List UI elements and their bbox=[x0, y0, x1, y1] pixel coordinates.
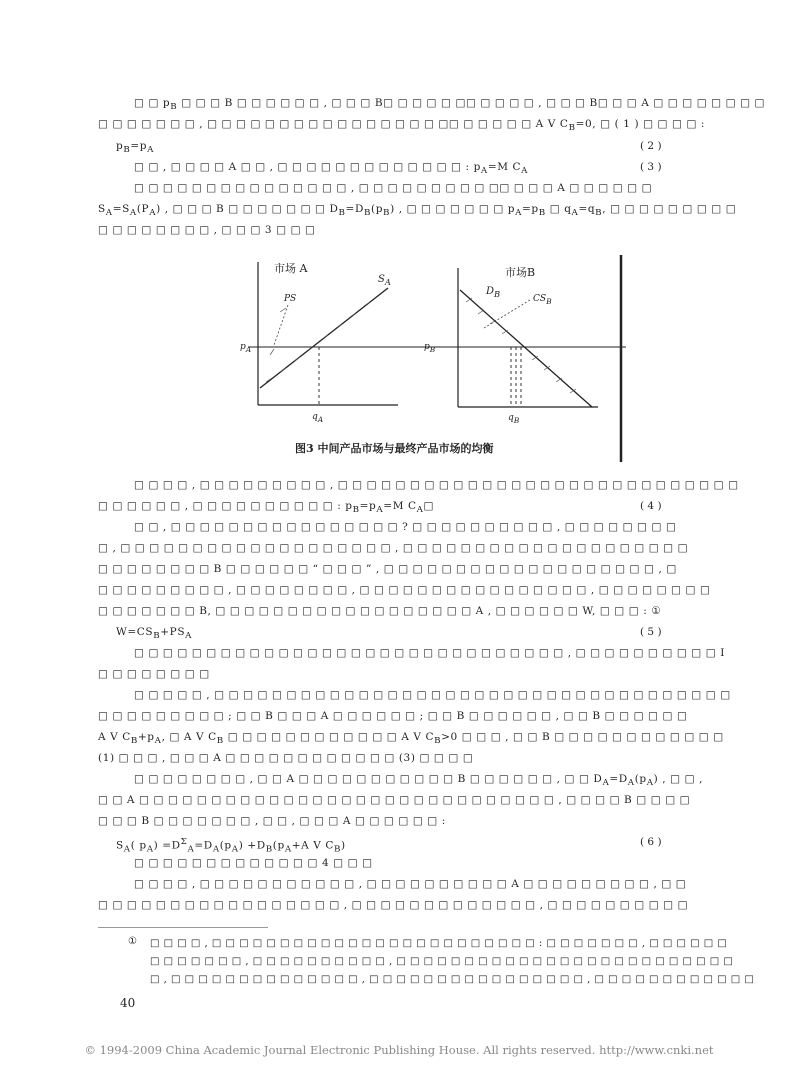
right-panel-title: 市场B bbox=[505, 266, 536, 279]
text-line: □ □ □ □ □ □ □ □ , □ □ A □ □ □ □ □ □ □ □ □ □ □ B □ □ □ □ □ □ , □ □ $D_A=D_A(p_A)$ , □ □ , bbox=[134, 773, 704, 789]
figure-caption: 图3 中间产品市场与最终产品市场的均衡 bbox=[295, 442, 494, 455]
text-line: □ □ □ □ □ □ □ □ □ □ □ □ □ 4 □ □ □ bbox=[134, 857, 373, 869]
text-line: A V $C_B+p_A$, □ A V $C_B$ □ □ □ □ □ □ □ □ □ □ □ □ A V $C_B>0$ □ □ □ , □ □ B □ □ □ □ □ □ □ □ □ □ □ □ bbox=[98, 731, 724, 747]
equation-number: ( 3 ) bbox=[640, 161, 662, 173]
text-line: □ □ □ □ , □ □ □ □ □ □ □ □ □ , □ □ □ □ □ □ □ □ □ □ □ □ □ □ □ □ □ □ □ □ □ □ □ □ □ □ □ □ bbox=[134, 479, 739, 491]
figure-diagram bbox=[240, 250, 626, 464]
text-line: □ □ □ □ □ □ □ □ □ □ □ □ □ □ □ □ □ , □ □ □ □ □ □ □ □ □ □ □ □ □ , □ □ □ □ □ □ □ □ □ □ bbox=[98, 899, 689, 911]
demand-curve bbox=[460, 290, 592, 407]
copyright-notice: © 1994-2009 China Academic Journal Electronic Publishing House. All rights reserved. http://www.cnki.net bbox=[84, 1043, 714, 1057]
text-line: □ □ □ □ □ , □ □ □ □ □ □ □ □ □ □ □ □ □ □ □ □ □ □ □ □ □ □ □ □ □ □ □ □ □ □ □ □ □ □ □ □ bbox=[134, 689, 731, 701]
text-line: □ □ □ B □ □ □ □ □ □ □ , □ □ , □ □ □ A □ □ □ □ □ □ : bbox=[98, 815, 446, 827]
footnote-line: □ , □ □ □ □ □ □ □ □ □ □ □ □ □ □ , □ □ □ □ □ □ □ □ □ □ □ □ □ □ □ □ , □ □ □ □ □ □ □ □ □ □ □ □ bbox=[150, 974, 755, 985]
label-p-a: $p_A$ bbox=[240, 342, 252, 354]
text-line: □ □ □ □ □ □ □ □ □ , □ □ □ □ □ □ □ □ , □ □ □ □ □ □ □ □ □ □ □ □ □ □ □ □ , □ □ □ □ □ □ □ □ bbox=[98, 584, 711, 596]
equation-text: $W=CS_B+PS_A$ bbox=[116, 626, 193, 642]
text-line: □ □ □ □ □ □ □ □ bbox=[98, 668, 210, 680]
equation-text: $S_A$( $p_A) =D^\Sigma_A=D_A(p_A) +D_B(p_A+A$ V $C_B$) bbox=[116, 837, 346, 855]
equation-number: ( 6 ) bbox=[640, 836, 662, 848]
equation-number: ( 4 ) bbox=[640, 500, 662, 512]
label-p-b: $p_B$ bbox=[424, 342, 436, 354]
text-line: □ □ □ □ , □ □ □ □ □ □ □ □ □ □ □ , □ □ □ □ □ □ □ □ □ □ A □ □ □ □ □ □ □ □ □ , □ □ bbox=[134, 878, 687, 890]
label-q-b: $q_B$ bbox=[508, 413, 520, 425]
text-line: □ , □ □ □ □ □ □ □ □ □ □ □ □ □ □ □ □ □ □ □ , □ □ □ □ □ □ □ □ □ □ □ □ □ □ □ □ □ □ □ □ bbox=[98, 542, 689, 554]
text-line: □ □ □ □ □ □ , □ □ □ □ □ □ □ □ □ □ : $p_B=p_A=M$ $C_A□$ bbox=[98, 500, 435, 516]
text-line: □ □ □ □ □ □ □ □ □ □ □ □ □ □ □ , □ □ □ □ □ □ □ □ □ □□ □ □ □ A □ □ □ □ □ □ bbox=[134, 182, 653, 194]
footnote-marker: ① bbox=[128, 936, 137, 947]
label-q-a: $q_A$ bbox=[312, 412, 324, 424]
equation-number: ( 5 ) bbox=[640, 626, 662, 638]
cs-leader bbox=[484, 300, 530, 328]
page-number: 40 bbox=[120, 996, 136, 1010]
text-line: □ □ □ □ □ □ □ □ B □ □ □ □ □ □ “ □ □ □ ” , □ □ □ □ □ □ □ □ □ □ □ □ □ □ □ □ □ □ □ , □ bbox=[98, 563, 677, 575]
footnote-line: □ □ □ □ , □ □ □ □ □ □ □ □ □ □ □ □ □ □ □ □ □ □ □ □ □ □ □ □ : □ □ □ □ □ □ □ , □ □ □ □ □ □ bbox=[150, 938, 728, 949]
left-panel-title: 市场 A bbox=[274, 262, 308, 275]
text-line: (1) □ □ □ , □ □ □ A □ □ □ □ □ □ □ □ □ □ □ □ (3) □ □ □ □ bbox=[98, 752, 474, 764]
figure-3 bbox=[240, 250, 626, 464]
label-cs-b: $CS_B$ bbox=[533, 294, 552, 306]
footnote-line: □ □ □ □ □ □ □ , □ □ □ □ □ □ □ □ □ □ , □ □ □ □ □ □ □ □ □ □ □ □ □ □ □ □ □ □ □ □ □ □ □ □ □ bbox=[150, 956, 734, 967]
text-line: $S_A=S_A(P_A)$ , □ □ □ B □ □ □ □ □ □ □ $D_B=D_B(p_B)$ , □ □ □ □ □ □ □ $p_A=p_B$ □ $q_A=q_B$, □ □ □ □ □ □ □ □ □ bbox=[98, 203, 737, 219]
equation-number: ( 2 ) bbox=[640, 140, 662, 152]
footnote-rule bbox=[98, 927, 268, 928]
equation-text: $p_B=p_A$ bbox=[116, 140, 155, 156]
text-line: □ □ □ □ □ □ □ , □ □ □ □ □ □ □ □ □ □ □ □ □ □ □ □ □□ □ □ □ □ □ A V $C_B=0$, □ ( 1 ) □ □ □ □ : bbox=[98, 118, 706, 134]
text-line: □ □ , □ □ □ □ □ □ □ □ □ □ □ □ □ □ □ □ ? □ □ □ □ □ □ □ □ □ □ , □ □ □ □ □ □ □ □ bbox=[134, 521, 677, 533]
label-d-b: $D_B$ bbox=[486, 286, 501, 299]
text-line: □ □ □ □ □ □ □ □ , □ □ □ 3 □ □ □ bbox=[98, 224, 316, 236]
text-line: □ □ $p_B$ □ □ □ B □ □ □ □ □ □ , □ □ □ B□ □ □ □ □ □□ □ □ □ □ , □ □ □ B□ □ □ A □ □ □ □ □ □ □ □ bbox=[134, 97, 766, 113]
text-line: □ □ □ □ □ □ □ □ □ ; □ □ B □ □ □ A □ □ □ □ □ □ ; □ □ B □ □ □ □ □ □ , □ □ B □ □ □ □ □ □ bbox=[98, 710, 688, 722]
text-line: □ □ □ □ □ □ □ □ □ □ □ □ □ □ □ □ □ □ □ □ □ □ □ □ □ □ □ □ □ □ , □ □ □ □ □ □ □ □ □ □ I bbox=[134, 647, 725, 659]
text-line: □ □ A □ □ □ □ □ □ □ □ □ □ □ □ □ □ □ □ □ □ □ □ □ □ □ □ □ □ □ □ □ , □ □ □ □ B □ □ □ □ bbox=[98, 794, 691, 806]
text-line: □ □ , □ □ □ □ A □ □ , □ □ □ □ □ □ □ □ □ □ □ □ □ : $p_A=M$ $C_A$ bbox=[134, 161, 529, 177]
text-line: □ □ □ □ □ □ □ B, □ □ □ □ □ □ □ □ □ □ □ □ □ □ □ □ □ □ A , □ □ □ □ □ □ W, □ □ □ : ① bbox=[98, 605, 662, 617]
label-s-a: $S_A$ bbox=[378, 274, 391, 287]
label-ps: PS bbox=[284, 294, 297, 304]
